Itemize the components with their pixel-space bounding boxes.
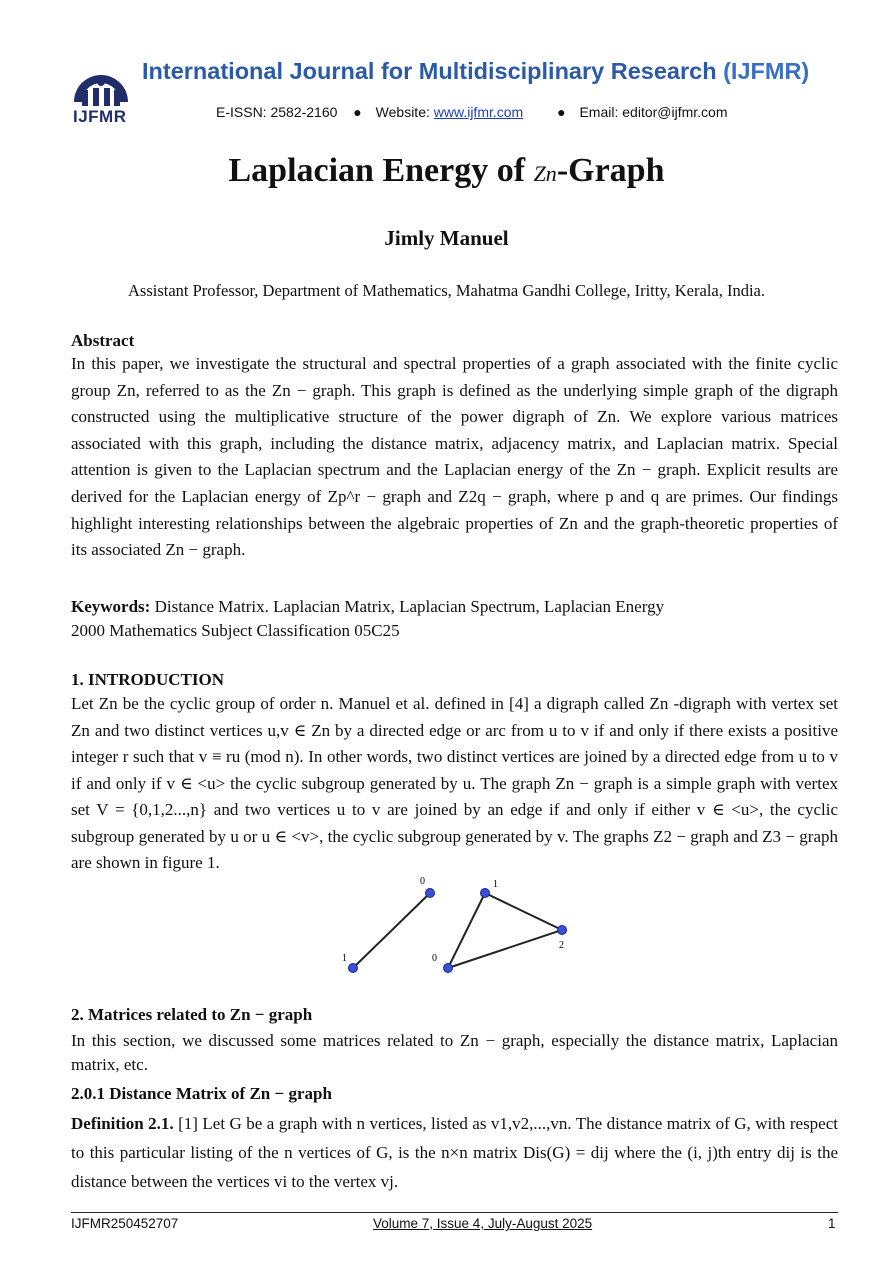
graph-z2-label-1: 1 — [342, 953, 347, 964]
graph-z2-vertex-0 — [426, 889, 435, 898]
graph-z3-vertex-1 — [481, 889, 490, 898]
bullet-icon: ● — [353, 104, 362, 120]
website-label: Website: — [375, 104, 430, 120]
footer-paper-id: IJFMR250452707 — [71, 1216, 179, 1231]
journal-meta — [216, 104, 728, 120]
author-name: Jimly Manuel — [384, 226, 509, 250]
graph-z3-label-0: 0 — [432, 953, 437, 964]
journal-abbr: (IJFMR) — [723, 58, 810, 84]
graph-z3-label-1: 1 — [493, 879, 498, 890]
definition-label: Definition 2.1. — [71, 1114, 174, 1133]
email: Email: editor@ijfmr.com — [579, 104, 728, 120]
author-affiliation: Assistant Professor, Department of Mathematics, Mahatma Gandhi College, Iritty, Kerala, India. — [127, 281, 765, 300]
graph-z2-edge — [353, 893, 430, 968]
section-2-text: In this section, we discussed some matrices related to Zn − graph, especially the distance matrix, Laplacian matrix, etc. — [71, 1031, 838, 1074]
graph-z2-label-0: 0 — [420, 876, 425, 887]
graph-z3-edges — [448, 893, 562, 968]
graph-z3-vertex-2 — [558, 926, 567, 935]
section-1-text: Let Zn be the cyclic group of order n. Manuel et al. defined in [4] a digraph called Zn -digraph with vertex set Zn and two distinct vertices u,v ∈ Zn by a directed edge or arc from u to v if and only if there exists a positive integer r such that v ≡ ru (mod n). In other words, two distinct vertices are joined by a directed edge from u to v if and only if v ∈ <u> the cyclic subgroup generated by u. The graph Zn − graph is a simple graph with vertex set V = {0,1,2...,n} and two vertices u to v are joined by an edge if and only if either v ∈ <u>, the cyclic subgroup generated by u or u ∈ <v>, the cyclic subgroup generated by v. The graphs Z2 − graph and Z3 − graph are shown in figure 1. — [71, 694, 838, 872]
footer-volume: Volume 7, Issue 4, July-August 2025 — [373, 1216, 593, 1231]
definition-2-1 — [71, 1109, 838, 1196]
footer-divider — [71, 1212, 838, 1213]
journal-name: International Journal for Multidisciplinary Research — [142, 58, 717, 84]
title-post: -Graph — [556, 152, 665, 189]
section-1-heading: 1. INTRODUCTION — [71, 670, 225, 689]
msc-classification: 2000 Mathematics Subject Classification 05C25 — [71, 621, 400, 640]
bullet-icon: ● — [557, 104, 566, 120]
abstract-heading: Abstract — [71, 331, 135, 350]
graph-z2-vertex-1 — [349, 964, 358, 973]
subsection-heading: 2.0.1 Distance Matrix of Zn − graph — [71, 1084, 332, 1103]
title-symbol: Zn — [533, 161, 557, 186]
issn: E-ISSN: 2582-2160 — [216, 104, 338, 120]
title-pre: Laplacian Energy of — [228, 152, 526, 189]
figure-1-graphs — [330, 876, 580, 981]
graph-z3-vertex-0 — [444, 964, 453, 973]
keywords-label: Keywords: — [71, 597, 151, 616]
abstract-text: In this paper, we investigate the structural and spectral properties of a graph associated with the finite cyclic group Zn, referred to as the Zn − graph. This graph is defined as the underlying simple graph of the digraph constructed using the multiplicative structure of the power digraph of Zn. We explore various matrices associated with this graph, including the distance matrix, adjacency matrix, and Laplacian matrix. Special attention is given to the Laplacian spectrum and the Laplacian energy of the Zn − graph. Explicit results are derived for the Laplacian energy of Zp^r − graph and Z2q − graph, where p and q are primes. Our findings highlight interesting relationships between the algebraic properties of Zn and the graph-theoretic properties of its associated Zn − graph. — [71, 354, 838, 560]
definition-text: [1] Let G be a graph with n vertices, listed as v1,v2,...,vn. The distance matrix of G, with respect to this particular listing of the n vertices of G, is the n×n matrix Dis(G) = dij where the (i, j)th entry dij is the distance between the vertices vi to the vertex vj. — [71, 1114, 838, 1191]
keywords-text: Distance Matrix. Laplacian Matrix, Laplacian Spectrum, Laplacian Energy — [154, 597, 665, 616]
website-link[interactable]: www.ijfmr.com — [433, 104, 524, 120]
journal-title — [142, 58, 809, 85]
section-2-heading: 2. Matrices related to Zn − graph — [71, 1005, 313, 1024]
logo-text: IJFMR — [73, 107, 127, 126]
footer-page-number: 1 — [828, 1216, 836, 1231]
keywords — [71, 595, 838, 643]
graph-z3-label-2: 2 — [559, 940, 564, 951]
paper-title — [0, 152, 893, 190]
